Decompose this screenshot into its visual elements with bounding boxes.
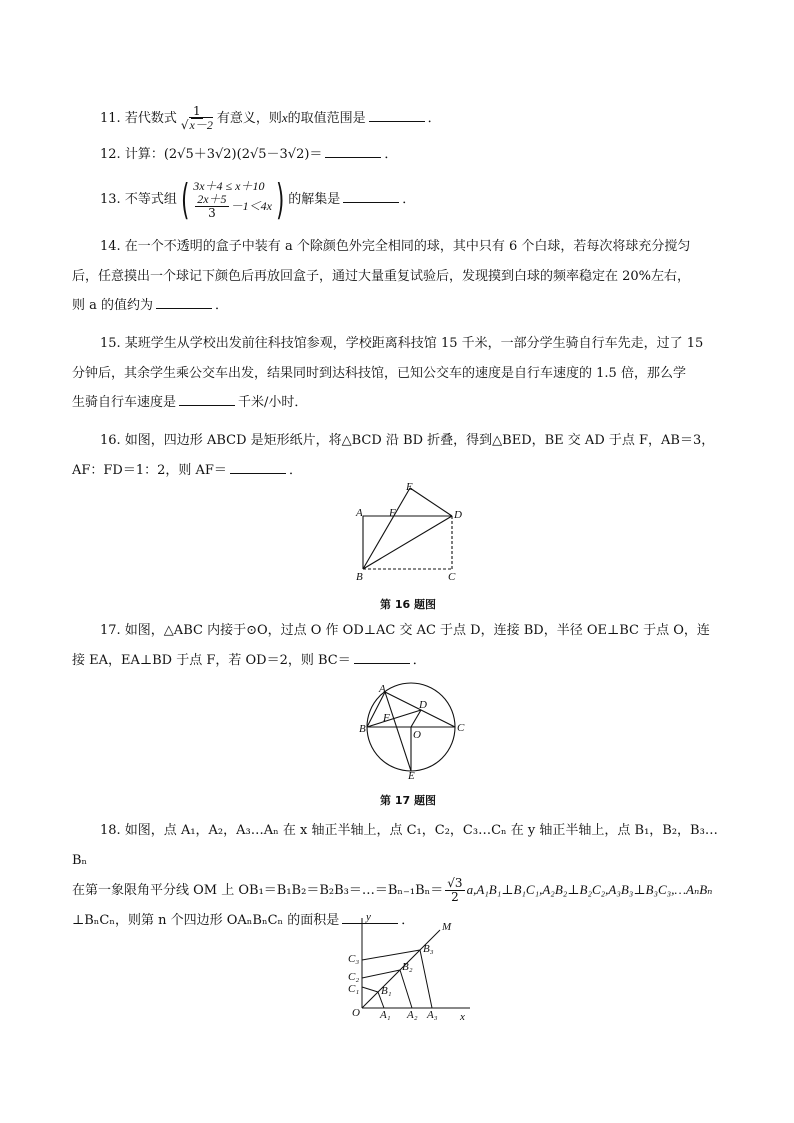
fig17-label-b: B xyxy=(359,723,366,735)
fig16-diagonal-bd xyxy=(363,516,452,569)
fig17-label-c: C xyxy=(457,722,465,734)
fig16-edge-be xyxy=(363,488,410,569)
fig17-label-o: O xyxy=(413,729,421,741)
fig17-seg-ea xyxy=(385,692,411,771)
fig18-label-b2: B₂ xyxy=(402,961,413,973)
q17-end: ． xyxy=(412,652,426,668)
question-15 xyxy=(72,329,722,418)
q18-fraction xyxy=(445,877,464,904)
q16-answer-blank[interactable] xyxy=(230,461,286,474)
fig17-label-f: F xyxy=(383,712,390,724)
fig16-label-a: A xyxy=(356,507,363,519)
q15-answer-blank[interactable] xyxy=(179,393,235,406)
question-12 xyxy=(100,145,397,165)
q11-var: x xyxy=(281,110,288,125)
fig18-label-a3: A₃ xyxy=(427,1009,438,1021)
fig18-label-c1: C₁ xyxy=(348,983,360,995)
q11-frac-den: x－2 xyxy=(189,118,213,132)
fig16-label-b: B xyxy=(356,571,363,583)
q13-row1: 3x＋4 ≤ x＋10 xyxy=(193,179,265,193)
q12-answer-blank[interactable] xyxy=(325,145,381,158)
q17-line1: 17. 如图，△ABC 内接于⊙O，过点 O 作 OD⊥AC 交 AC 于点 D，连接 BD，半径 OE⊥BC 于点 O，连 xyxy=(100,623,710,638)
fig18-label-m: M xyxy=(442,921,452,933)
q14-line1: 14. 在一个不透明的盒子中装有 a 个除颜色外完全相同的球，其中只有 6 个白球，若每次将球充分搅匀 xyxy=(100,239,691,254)
q13-inequality-system: ( 3x＋4 ≤ x＋10 $\frac{2x+5}{3}$ －1＜4x ) xyxy=(180,174,285,224)
question-14 xyxy=(72,232,722,321)
q13-number: 13. xyxy=(100,192,121,207)
fig17-label-a: A xyxy=(379,683,386,695)
fig18-bisector-om xyxy=(362,930,440,1008)
q13-text-pre: 不等式组 xyxy=(124,192,177,207)
q15-line3a: 生骑自行车速度是 xyxy=(72,395,177,410)
question-16 xyxy=(72,426,722,485)
q11-number: 11. xyxy=(100,111,121,126)
q11-answer-blank[interactable] xyxy=(369,109,425,122)
q12-end: ． xyxy=(384,147,398,162)
q15-line3b: 千米/小时． xyxy=(238,395,308,410)
q11-text-post2: 的取值范围是 xyxy=(287,111,366,126)
q17-answer-blank[interactable] xyxy=(354,651,410,664)
question-17 xyxy=(72,616,722,675)
q13-row2-rest: －1＜4x xyxy=(230,199,272,213)
fig18-seg-c2b2 xyxy=(362,970,400,978)
q16-end: ． xyxy=(288,462,302,478)
q18-frac-num: √3 xyxy=(447,876,463,890)
fig16-label-e: E xyxy=(406,481,413,493)
q11-frac-num: 1 xyxy=(193,104,201,118)
fig18-label-y: y xyxy=(366,912,371,923)
q18-frac-den: 2 xyxy=(451,890,459,904)
q14-line3: 则 a 的值约为 xyxy=(72,298,154,313)
q15-line1: 15. 某班学生从学校出发前往科技馆参观，学校距离科技馆 15 千米，一部分学生骑自行车先走，过了 15 xyxy=(100,336,704,351)
q11-end: ． xyxy=(427,111,441,126)
fig18-label-c3: C₃ xyxy=(348,953,360,965)
q11-fraction: $\frac{1}{√x-2}$ xyxy=(180,104,213,132)
fig16-label-c: C xyxy=(448,571,456,583)
fig16-edge-ed xyxy=(410,488,452,516)
q13-text-post: 的解集是 xyxy=(288,192,341,207)
figure-17-caption: 第 17 题图 xyxy=(380,794,436,807)
q12-text: 计算：(2√5＋3√2)(2√5－3√2)＝ xyxy=(124,147,323,162)
figure-17 xyxy=(355,680,465,780)
q18-end: ． xyxy=(401,912,415,928)
q11-text-pre: 若代数式 xyxy=(124,111,177,126)
figure-16-caption: 第 16 题图 xyxy=(380,598,436,611)
fig18-label-b3: B₃ xyxy=(423,943,434,955)
q14-answer-blank[interactable] xyxy=(156,296,212,309)
q18-line3: ⊥BₙCₙ，则第 n 个四边形 OAₙBₙCₙ 的面积是 xyxy=(72,912,340,928)
fig18-label-a1: A₁ xyxy=(380,1009,391,1021)
q18-line2b: a,A₁B₁⊥B₁C₁,A₂B₂⊥B₂C₂,A₃B₃⊥B₃C₃,…AₙBₙ xyxy=(466,882,713,897)
q14-line2: 后，任意摸出一个球记下颜色后再放回盒子，通过大量重复试验后，发现摸到白球的频率稳定在 20%左右， xyxy=(72,268,691,284)
fig17-label-d: D xyxy=(419,699,427,711)
q15-line2: 分钟后，其余学生乘公交车出发，结果同时到达科技馆，已知公交车的速度是自行车速度的 1.5 倍，那么学 xyxy=(72,365,686,381)
q18-line1: 18. 如图，点 A₁，A₂，A₃…Aₙ 在 x 轴正半轴上，点 C₁，C₂，C₃…Cₙ 在 y 轴正半轴上，点 B₁，B₂，B₃…Bₙ xyxy=(72,823,718,868)
fig17-label-e: E xyxy=(408,770,415,780)
fig18-seg-b2a2 xyxy=(400,970,412,1008)
q17-line2: 接 EA，EA⊥BD 于点 F，若 OD＝2，则 BC＝ xyxy=(72,652,351,668)
q13-answer-blank[interactable] xyxy=(343,190,399,203)
q16-line1: 16. 如图，四边形 ABCD 是矩形纸片，将△BCD 沿 BD 折叠，得到△BED，BE 交 AD 于点 F，AB＝3， xyxy=(100,433,715,448)
q12-number: 12. xyxy=(100,147,121,162)
q16-line2: AF：FD＝1：2，则 AF＝ xyxy=(72,462,227,478)
fig18-label-x: x xyxy=(460,1011,465,1023)
fig18-label-o: O xyxy=(352,1007,360,1019)
figure-18 xyxy=(340,912,480,1024)
fig18-seg-c1b1 xyxy=(362,987,378,992)
fig16-label-f: F xyxy=(389,507,396,519)
question-11 xyxy=(100,105,441,132)
fig18-seg-b3a3 xyxy=(420,950,432,1008)
q13-row2-den: 3 xyxy=(208,206,216,220)
fig18-label-b1: B₁ xyxy=(381,985,392,997)
fig16-label-d: D xyxy=(454,509,462,521)
question-13 xyxy=(100,174,416,224)
q14-end: ． xyxy=(215,298,229,313)
fig18-label-c2: C₂ xyxy=(348,971,360,983)
fig18-label-a2: A₂ xyxy=(407,1009,418,1021)
q18-line2a: 在第一象限角平分线 OM 上 OB₁＝B₁B₂＝B₂B₃＝…＝Bₙ₋₁Bₙ＝ xyxy=(72,883,444,898)
q13-end: ． xyxy=(402,192,416,207)
q13-row2-num: 2x＋5 xyxy=(197,192,227,206)
q11-text-post: 有意义，则 xyxy=(216,111,282,126)
figure-16 xyxy=(352,480,470,585)
